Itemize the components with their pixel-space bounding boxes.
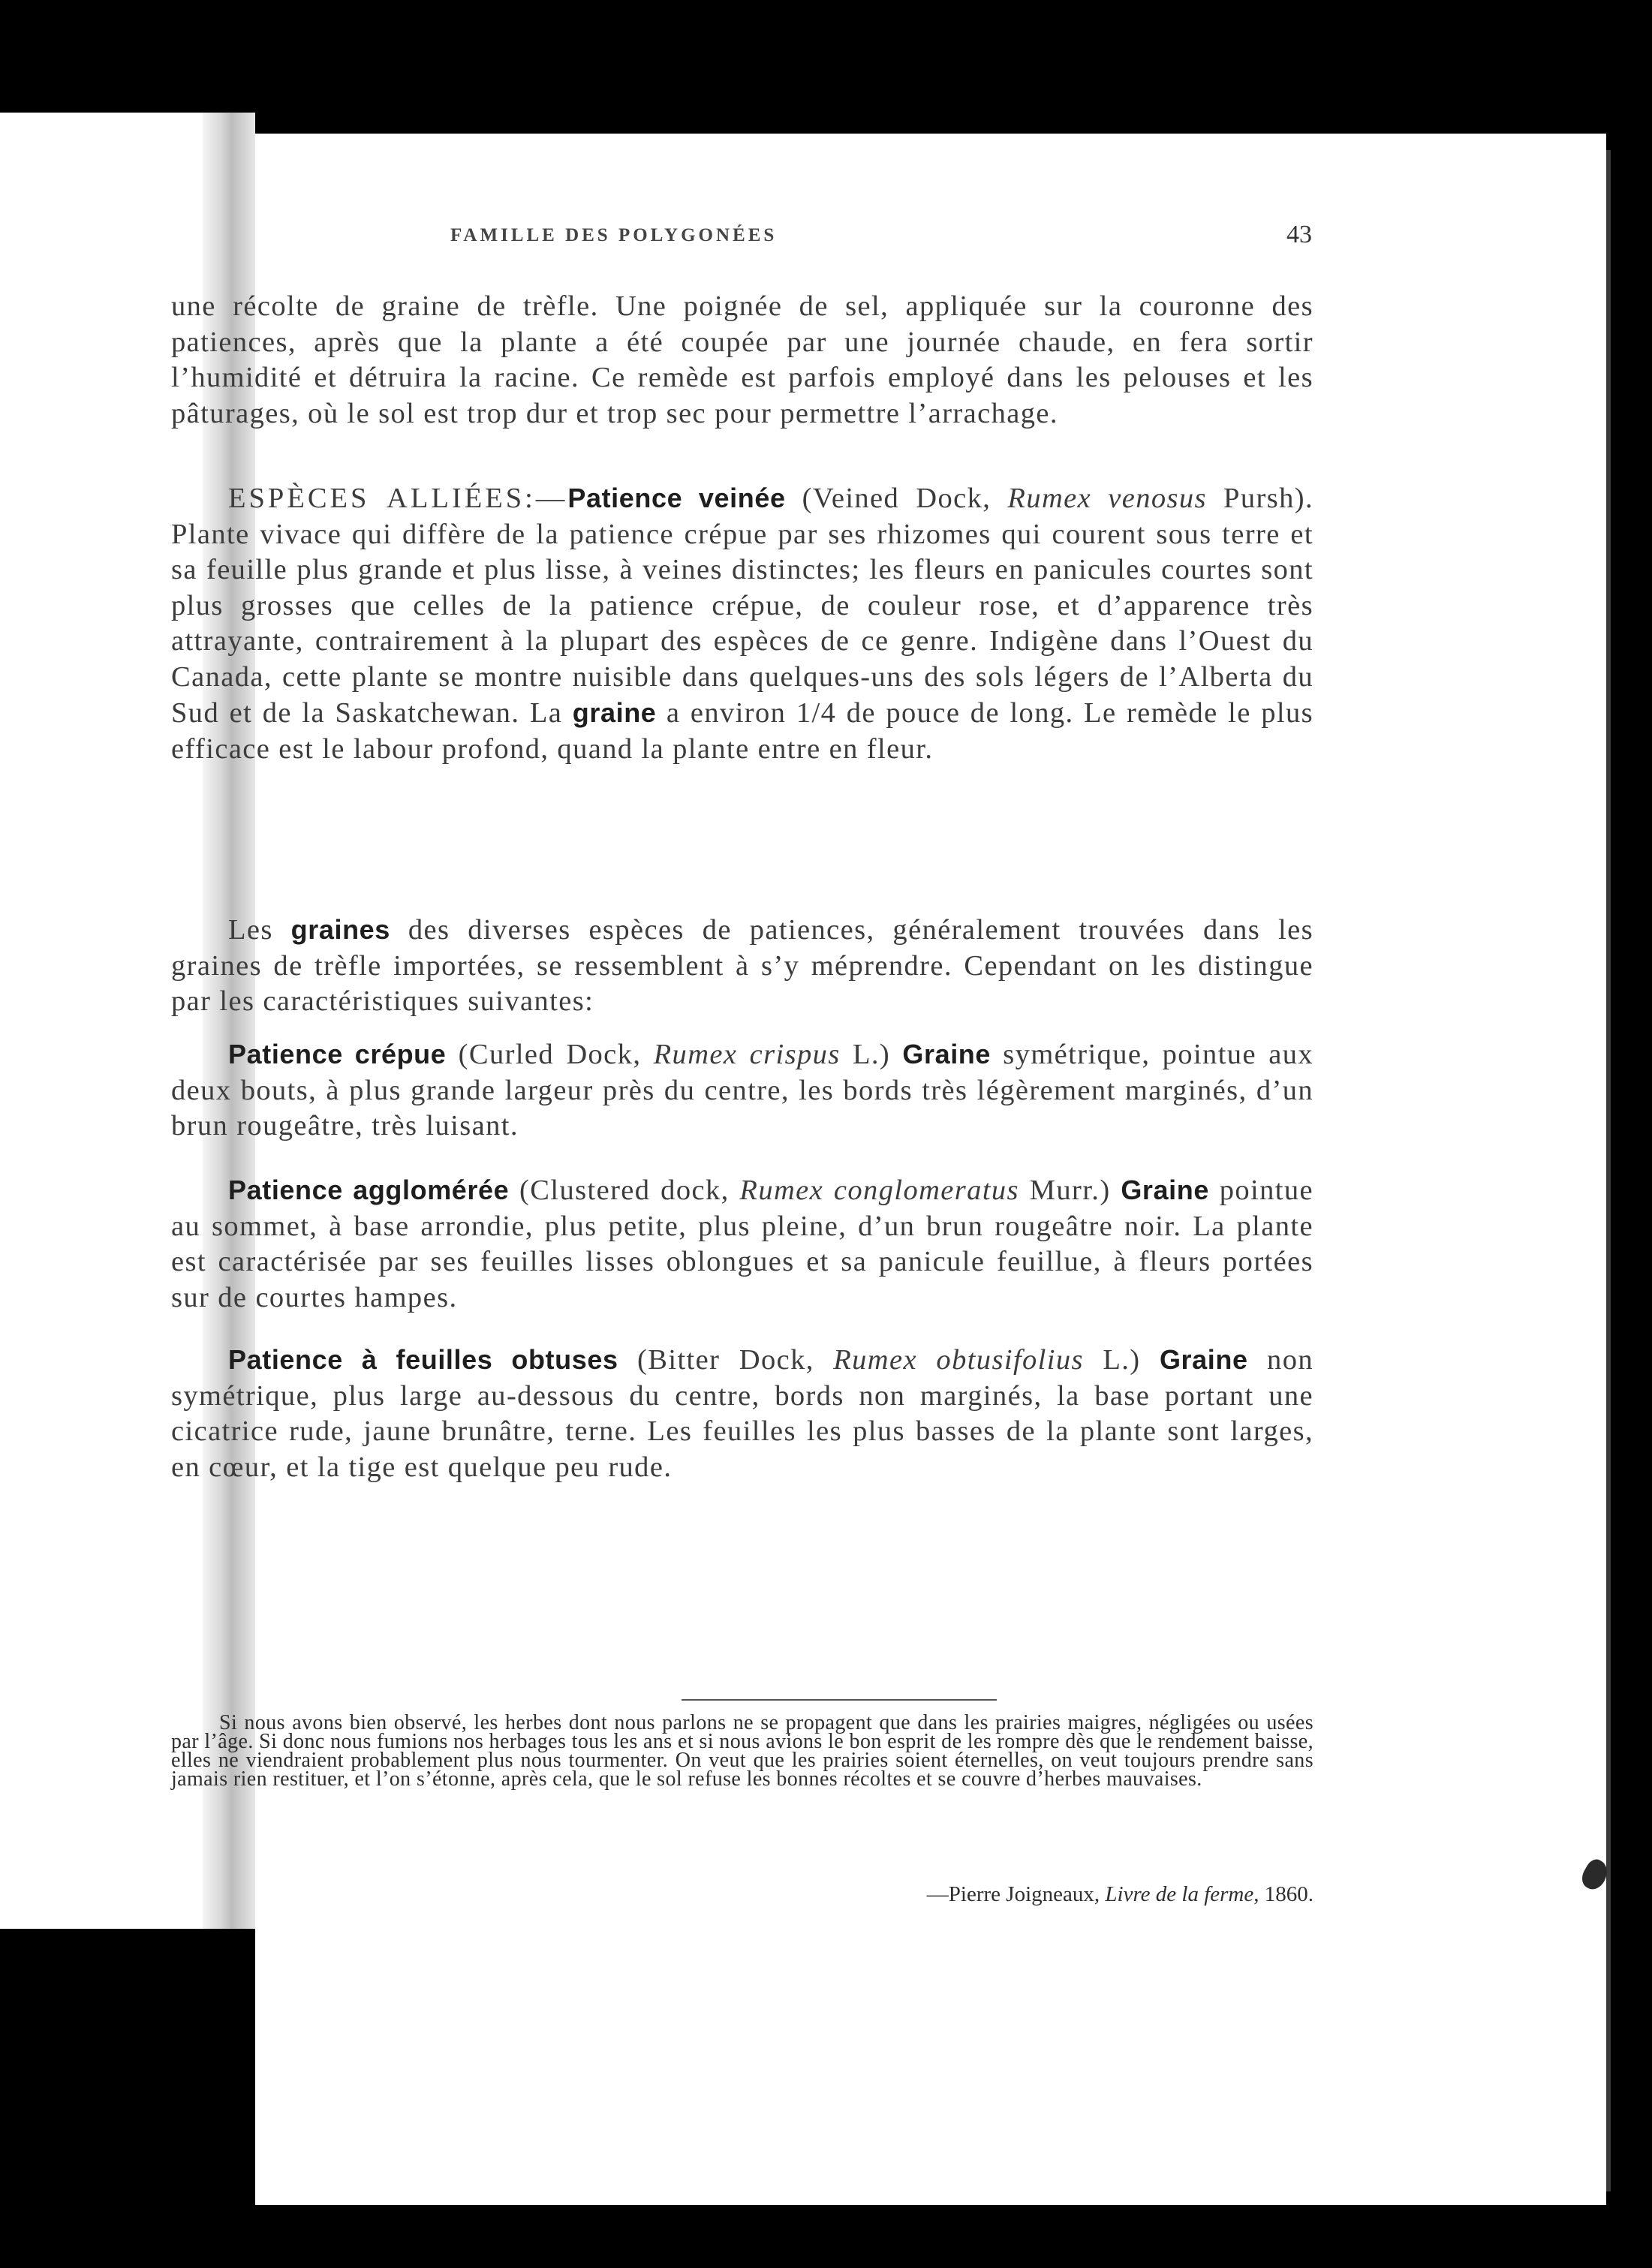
paragraph-remedy (171, 289, 1313, 432)
running-head-title: FAMILLE DES POLYGONÉES (450, 225, 778, 245)
curled-common: (Curled Dock, (446, 1039, 654, 1070)
veined-description-end: a environ 1/4 de pouce de long. Le remède le plus efficace est le labour profond, quand la plante entre en fleur. (171, 697, 1313, 765)
clustered-author: Murr.) (1019, 1175, 1121, 1206)
veined-common: (Veined Dock, (785, 483, 1008, 514)
veined-description: Pursh). Plante vivace qui diffère de la patience crépue par ses rhizomes qui courent sous terre et sa feuille plus grande et plus lisse, à veines distinctes; les fleurs en panicules courtes sont plus grosses que celles de la patience crépue, de couleur rose, et d’apparence très attrayante, contrairement à la plupart des espèces de ce genre. Indigène dans l’Ouest du Canada, cette plante se montre nuisible dans quelques-uns des sols légers de l’Alberta du Sud et de la Saskatchewan. La (171, 483, 1313, 729)
allied-species-heading: ESPÈCES ALLIÉES:— (228, 483, 568, 514)
footnote-text: Si nous avons bien observé, les herbes dont nous parlons ne se propagent que dans les prairies maigres, négligées ou usées par l’âge. Si donc nous fumions nos herbages tous les ans et si nous avions le bon esprit de les rompre dès que le rendement baisse, elles ne viendraient probablement plus nous tourmenter. On veut que les prairies soient éternelles, on veut toujours prendre sans jamais rien restituer, et l’on s’étonne, après cela, que le sol refuse les bonnes récoltes et se couvre d’herbes mauvaises. (171, 1711, 1313, 1791)
seeds-label: graines (290, 914, 390, 945)
seeds-text: des diverses espèces de patiences, généralement trouvées dans les graines de trèfle importées, se ressemblent à s’y méprendre. Cependant on les distingue par les caractéristiques suivantes: (171, 914, 1313, 1017)
species-name-bitter: Patience à feuilles obtuses (228, 1344, 618, 1375)
attribution-work: Livre de la ferme (1105, 1882, 1254, 1906)
paragraph-clustered-dock (171, 1172, 1313, 1316)
veined-graine-label: graine (572, 697, 657, 728)
attribution-year: , 1860. (1253, 1882, 1313, 1906)
curled-latin: Rumex crispus (653, 1039, 841, 1070)
page-edge-shadow (1606, 150, 1611, 2191)
bitter-description: non symétrique, plus large au-dessous du centre, bords non marginés, la base portant une cicatrice rude, jaune brunâtre, terne. Les feuilles les plus basses de la plante sont larges, en cœur, et la tige est quelque peu rude. (171, 1344, 1313, 1483)
footnote-divider (682, 1699, 997, 1701)
paragraph-allied-species (171, 480, 1313, 767)
running-head (450, 221, 1312, 255)
paragraph-bitter-dock (171, 1342, 1313, 1485)
veined-latin: Rumex venosus (1007, 483, 1207, 514)
page-number: 43 (1286, 221, 1312, 248)
curled-author: L.) (840, 1039, 903, 1070)
attribution-author: —Pierre Joigneaux, (926, 1882, 1106, 1906)
bitter-author: L.) (1083, 1344, 1160, 1376)
clustered-graine-label: Graine (1121, 1175, 1209, 1205)
species-name-curled: Patience crépue (228, 1039, 447, 1069)
bitter-graine-label: Graine (1159, 1344, 1248, 1375)
clustered-latin: Rumex conglomeratus (739, 1175, 1019, 1206)
clustered-common: (Clustered dock, (509, 1175, 740, 1206)
quote-attribution (736, 1882, 1313, 1906)
curled-graine-label: Graine (902, 1039, 992, 1069)
bitter-common: (Bitter Dock, (618, 1344, 834, 1376)
bitter-latin: Rumex obtusifolius (833, 1344, 1084, 1376)
species-name-veined: Patience veinée (567, 483, 786, 513)
species-name-clustered: Patience agglomérée (228, 1175, 510, 1205)
seeds-intro: Les (228, 914, 291, 946)
paragraph-remedy-text: une récolte de graine de trèfle. Une poignée de sel, appliquée sur la couronne des patiences, après que la plante a été coupée par une journée chaude, en fera sortir l’humidité et détruira la racine. Ce remède est parfois employé dans les pelouses et les pâturages, où le sol est trop dur et trop sec pour permettre l’arrachage. (171, 290, 1313, 429)
clustered-description: pointue au sommet, à base arrondie, plus petite, plus pleine, d’un brun rougeâtre noir. La plante est caractérisée par ses feuilles lisses oblongues et sa panicule feuillue, à fleurs portées sur de courtes hampes. (171, 1175, 1314, 1313)
paragraph-seeds (171, 912, 1313, 1020)
footnote-quote (171, 1711, 1313, 1791)
paragraph-curled-dock (171, 1036, 1313, 1145)
curled-description: symétrique, pointue aux deux bouts, à plus grande largeur près du centre, les bords très légèrement marginés, d’un brun rougeâtre, très luisant. (171, 1039, 1313, 1142)
